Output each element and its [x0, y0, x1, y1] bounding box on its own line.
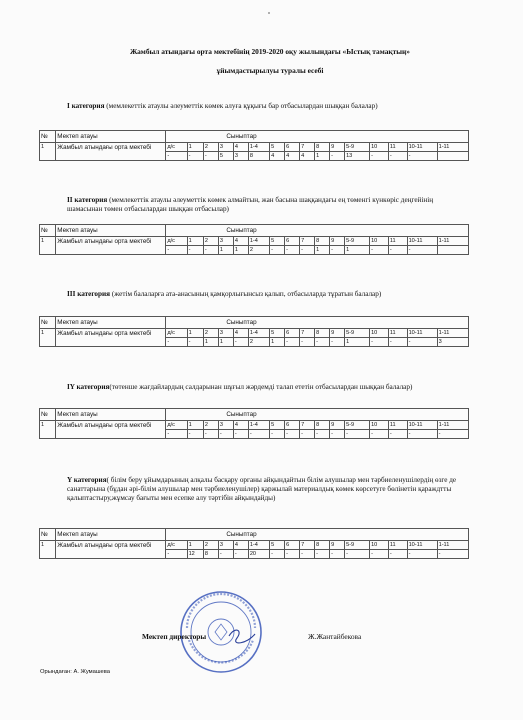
- grade-value: -: [270, 430, 285, 439]
- grade-value: 1: [345, 338, 370, 347]
- grade-value: 1: [270, 338, 285, 347]
- category-table: [39, 528, 469, 559]
- grade-label: 7: [300, 421, 315, 430]
- grade-label: д/с: [166, 329, 187, 338]
- grade-label: 9: [330, 329, 345, 338]
- grade-value: -: [345, 550, 370, 559]
- grade-label: д/с: [166, 143, 187, 152]
- grade-label: 4: [233, 143, 248, 152]
- category-description: (мемлекеттік атаулы әлеуметтік көмек алуға құқығы бар отбасылардан шыққан балалар): [104, 102, 378, 110]
- category-heading: [67, 290, 467, 299]
- grade-value: 8: [248, 152, 269, 161]
- school-name: Жамбыл атындағы орта мектебі: [56, 421, 166, 439]
- row-number: 1: [40, 541, 56, 559]
- grade-label: 1-4: [248, 237, 269, 246]
- grade-label: 1-11: [437, 421, 468, 430]
- category-description: (мемлекеттік атаулы әлеуметтік көмек алмайтын, жан басына шаққандағы ең төменгі күнкөріс деңгейінің шамасынан төмен отбасылардан шыққан отбасылар): [67, 196, 434, 214]
- grade-value: 1: [218, 246, 233, 255]
- grade-value: 2: [248, 246, 269, 255]
- grade-label: 10: [370, 329, 389, 338]
- header-school: Мектеп атауы: [56, 317, 166, 329]
- grade-label: 5: [270, 541, 285, 550]
- grade-label: 1-4: [248, 329, 269, 338]
- grade-value: -: [166, 550, 187, 559]
- header-classes: Сыныптар: [166, 317, 469, 329]
- school-name: Жамбыл атындағы орта мектебі: [56, 237, 166, 255]
- grade-label: 8: [315, 421, 330, 430]
- header-classes: Сыныптар: [166, 409, 469, 421]
- category-heading: [67, 102, 467, 111]
- grade-label: 2: [203, 143, 218, 152]
- grade-value: -: [330, 246, 345, 255]
- executor-note: Орындаған: А. Жумашева: [40, 669, 110, 675]
- header-school: Мектеп атауы: [56, 225, 166, 237]
- grade-label: 10-11: [407, 541, 437, 550]
- grade-label: 1: [187, 541, 203, 550]
- category-table: [39, 316, 469, 347]
- grade-label: 1-4: [248, 143, 269, 152]
- grade-label: 5: [270, 329, 285, 338]
- header-classes: Сыныптар: [166, 225, 469, 237]
- grade-label: 11: [388, 237, 407, 246]
- grade-label: 1: [187, 143, 203, 152]
- grade-value: -: [370, 246, 389, 255]
- grade-value: 5: [218, 152, 233, 161]
- grade-value: -: [203, 246, 218, 255]
- grade-label: 11: [388, 421, 407, 430]
- header-no: №: [40, 529, 56, 541]
- grade-value: -: [370, 338, 389, 347]
- grade-value: -: [300, 338, 315, 347]
- grade-label: д/с: [166, 237, 187, 246]
- category-title: Y категория: [67, 476, 107, 484]
- grade-label: 5-9: [345, 329, 370, 338]
- grade-label: 4: [233, 237, 248, 246]
- grade-label: 5: [270, 237, 285, 246]
- grade-value: -: [187, 338, 203, 347]
- document-title: Жамбыл атындағы орта мектебінің 2019-2020 оқу жылындағы «Ыстық тамақтың»: [129, 47, 411, 56]
- category-title: I категория: [67, 102, 105, 110]
- grade-value: -: [407, 550, 437, 559]
- grade-label: 4: [233, 541, 248, 550]
- header-no: №: [40, 225, 56, 237]
- grade-value: -: [203, 152, 218, 161]
- grade-label: 1-4: [248, 541, 269, 550]
- grade-value: 1: [218, 338, 233, 347]
- grade-value: 20: [248, 550, 269, 559]
- grade-label: 2: [203, 329, 218, 338]
- grade-label: 1-4: [248, 421, 269, 430]
- category-description: (төтенше жағдайлардың салдарынан шұғыл жәрдемді талап ететін отбасылардан шыққан балалар): [109, 383, 413, 391]
- grade-label: 10: [370, 421, 389, 430]
- grade-value: -: [388, 550, 407, 559]
- grade-label: 5-9: [345, 541, 370, 550]
- grade-label: 5: [270, 421, 285, 430]
- grade-label: 4: [233, 329, 248, 338]
- grade-value: -: [407, 152, 437, 161]
- grade-value: -: [166, 338, 187, 347]
- grade-label: 10-11: [407, 421, 437, 430]
- grade-value: -: [407, 430, 437, 439]
- grade-value: -: [370, 550, 389, 559]
- grade-label: 1-11: [437, 329, 468, 338]
- grade-value: 1: [233, 246, 248, 255]
- grade-label: 6: [285, 329, 300, 338]
- grade-label: 7: [300, 143, 315, 152]
- category-heading: [67, 383, 467, 392]
- grade-value: -: [407, 246, 437, 255]
- grade-value: -: [166, 152, 187, 161]
- grade-label: 10: [370, 143, 389, 152]
- grade-value: -: [330, 152, 345, 161]
- grade-value: -: [248, 430, 269, 439]
- school-name: Жамбыл атындағы орта мектебі: [56, 143, 166, 161]
- grade-value: -: [187, 430, 203, 439]
- grade-value: -: [166, 246, 187, 255]
- grade-value: [437, 246, 468, 255]
- category-heading: [67, 476, 467, 504]
- grade-value: -: [407, 338, 437, 347]
- grade-value: 1: [203, 338, 218, 347]
- grade-label: 10: [370, 237, 389, 246]
- category-table: [39, 130, 469, 161]
- grade-label: 2: [203, 237, 218, 246]
- grade-label: 8: [315, 237, 330, 246]
- grade-value: -: [370, 430, 389, 439]
- grade-value: -: [388, 338, 407, 347]
- grade-label: 9: [330, 143, 345, 152]
- grade-value: -: [388, 430, 407, 439]
- grade-label: 10-11: [407, 237, 437, 246]
- grade-value: -: [300, 550, 315, 559]
- grade-label: 6: [285, 541, 300, 550]
- grade-label: 4: [233, 421, 248, 430]
- grade-label: д/с: [166, 421, 187, 430]
- grade-value: 12: [187, 550, 203, 559]
- grade-value: 4: [285, 152, 300, 161]
- category-table: [39, 408, 469, 439]
- grade-value: -: [300, 430, 315, 439]
- grade-label: 3: [218, 541, 233, 550]
- grade-value: -: [345, 430, 370, 439]
- grade-value: 3: [437, 338, 468, 347]
- header-school: Мектеп атауы: [56, 131, 166, 143]
- grade-label: 10-11: [407, 143, 437, 152]
- school-name: Жамбыл атындағы орта мектебі: [56, 541, 166, 559]
- grade-value: 1: [315, 246, 330, 255]
- grade-label: 1: [187, 329, 203, 338]
- grade-value: 2: [248, 338, 269, 347]
- grade-label: 6: [285, 237, 300, 246]
- grade-value: -: [437, 430, 468, 439]
- grade-value: -: [315, 430, 330, 439]
- grade-label: 11: [388, 329, 407, 338]
- grade-value: 4: [270, 152, 285, 161]
- grade-value: -: [233, 550, 248, 559]
- grade-value: -: [285, 246, 300, 255]
- grade-value: -: [285, 430, 300, 439]
- grade-label: 1: [187, 421, 203, 430]
- grade-value: -: [218, 550, 233, 559]
- row-number: 1: [40, 143, 56, 161]
- grade-label: 6: [285, 143, 300, 152]
- grade-value: -: [187, 152, 203, 161]
- category-description: ( білім беру ұйымдарының алқалы басқару органы айқындайтын білім алушылар мен тәрбиеленушілердің өзге де санаттарына (бұдан әрі-білім алушылар мен тәрбиеленушілер) қаржылай материалдық көмек көрсетуге бөлінетін қараждтты қалыптастыру,жұмсау бағыты мен есепке алу тәртібін айқындайды): [67, 476, 457, 503]
- grade-label: 5-9: [345, 237, 370, 246]
- grade-value: -: [285, 550, 300, 559]
- category-heading: [67, 196, 467, 214]
- grade-value: -: [218, 430, 233, 439]
- grade-label: 10: [370, 541, 389, 550]
- header-classes: Сыныптар: [166, 529, 469, 541]
- grade-label: 11: [388, 541, 407, 550]
- grade-value: -: [437, 550, 468, 559]
- header-school: Мектеп атауы: [56, 409, 166, 421]
- grade-label: 10-11: [407, 329, 437, 338]
- grade-label: 9: [330, 541, 345, 550]
- grade-value: -: [270, 246, 285, 255]
- grade-value: -: [330, 550, 345, 559]
- scan-mark: [268, 12, 270, 14]
- grade-value: -: [315, 550, 330, 559]
- grade-value: -: [388, 152, 407, 161]
- grade-label: 5-9: [345, 421, 370, 430]
- grade-label: 1-11: [437, 143, 468, 152]
- row-number: 1: [40, 237, 56, 255]
- grade-label: 3: [218, 237, 233, 246]
- category-description: (жетім балаларға ата-анасының қамқорлығынсыз қалып, отбасыларда тұратын балалар): [110, 290, 382, 298]
- row-number: 1: [40, 329, 56, 347]
- grade-label: 8: [315, 329, 330, 338]
- grade-label: 7: [300, 329, 315, 338]
- header-no: №: [40, 409, 56, 421]
- grade-value: -: [370, 152, 389, 161]
- grade-label: 7: [300, 237, 315, 246]
- header-no: №: [40, 317, 56, 329]
- grade-label: 1: [187, 237, 203, 246]
- director-name: Ж.Жантайбекова: [308, 632, 362, 641]
- grade-label: д/с: [166, 541, 187, 550]
- header-school: Мектеп атауы: [56, 529, 166, 541]
- row-number: 1: [40, 421, 56, 439]
- header-classes: Сыныптар: [166, 131, 469, 143]
- grade-value: -: [330, 430, 345, 439]
- grade-value: -: [270, 550, 285, 559]
- grade-value: [437, 152, 468, 161]
- grade-label: 2: [203, 421, 218, 430]
- grade-label: 11: [388, 143, 407, 152]
- grade-value: -: [203, 430, 218, 439]
- school-name: Жамбыл атындағы орта мектебі: [56, 329, 166, 347]
- director-label: Мектеп директоры: [142, 632, 207, 641]
- grade-value: 8: [203, 550, 218, 559]
- grade-value: -: [187, 246, 203, 255]
- grade-value: -: [388, 246, 407, 255]
- grade-label: 6: [285, 421, 300, 430]
- grade-label: 8: [315, 143, 330, 152]
- grade-value: 3: [233, 152, 248, 161]
- grade-value: -: [166, 430, 187, 439]
- grade-label: 7: [300, 541, 315, 550]
- category-table: [39, 224, 469, 255]
- grade-value: -: [285, 338, 300, 347]
- grade-label: 9: [330, 421, 345, 430]
- grade-label: 5-9: [345, 143, 370, 152]
- grade-label: 8: [315, 541, 330, 550]
- grade-label: 9: [330, 237, 345, 246]
- grade-label: 2: [203, 541, 218, 550]
- grade-value: -: [330, 338, 345, 347]
- grade-value: -: [233, 338, 248, 347]
- grade-value: 1: [315, 152, 330, 161]
- header-no: №: [40, 131, 56, 143]
- grade-value: 4: [300, 152, 315, 161]
- category-title: III категория: [67, 290, 111, 298]
- grade-label: 1-11: [437, 237, 468, 246]
- category-title: IY категория: [67, 383, 110, 391]
- document-subtitle: ұйымдастырылуы туралы есебі: [216, 66, 324, 75]
- grade-label: 1-11: [437, 541, 468, 550]
- grade-value: 13: [345, 152, 370, 161]
- grade-value: -: [233, 430, 248, 439]
- grade-label: 5: [270, 143, 285, 152]
- grade-label: 3: [218, 143, 233, 152]
- grade-label: 3: [218, 421, 233, 430]
- grade-label: 3: [218, 329, 233, 338]
- grade-value: -: [315, 338, 330, 347]
- grade-value: -: [300, 246, 315, 255]
- grade-value: 1: [345, 246, 370, 255]
- category-title: II категория: [67, 196, 108, 204]
